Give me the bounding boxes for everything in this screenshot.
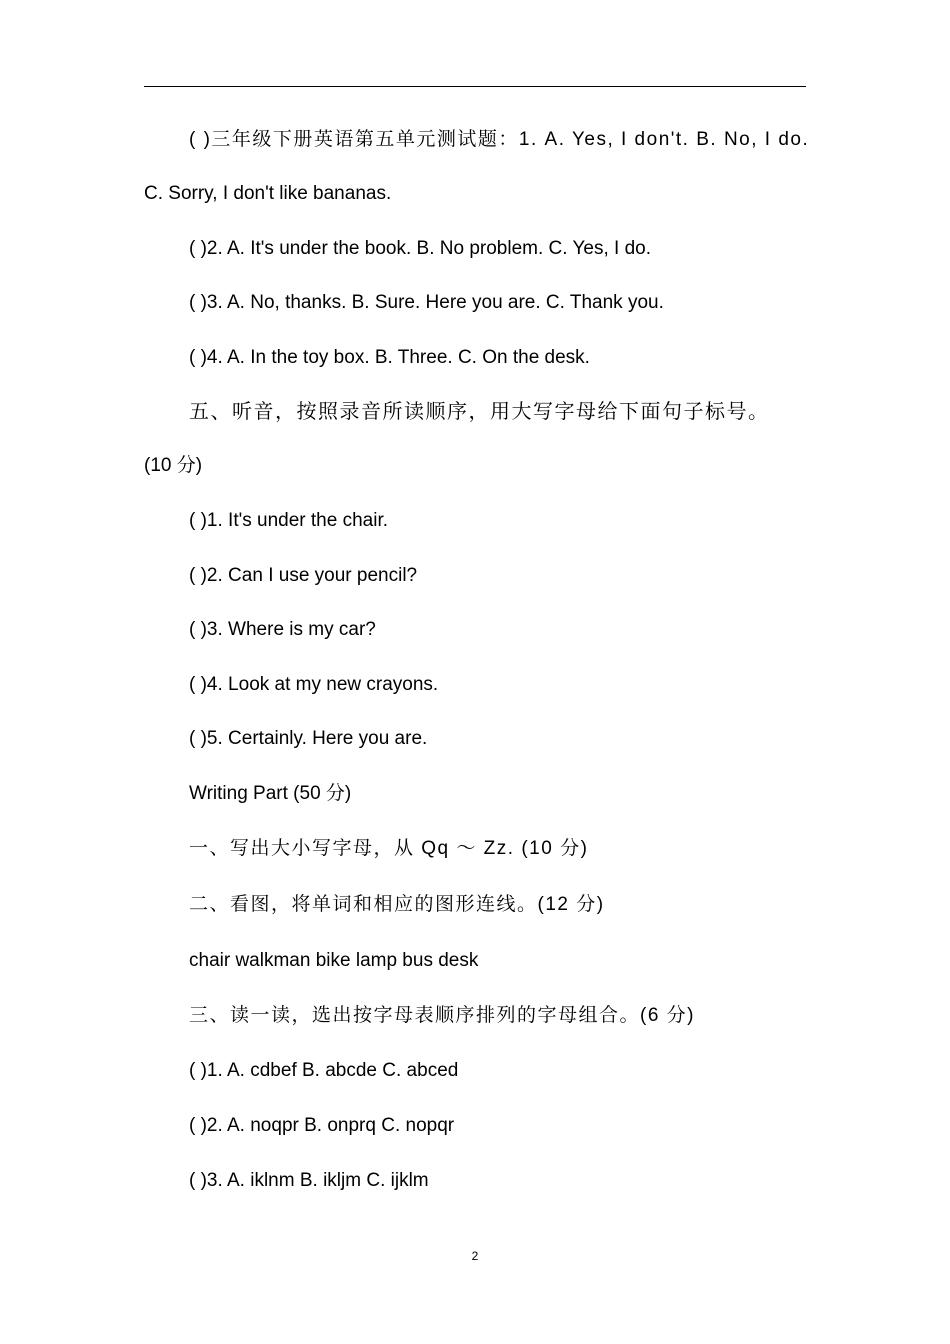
letter-item-2: ( )2. A. noqpr B. onprq C. nopqr xyxy=(189,1115,455,1136)
question-line-1: ( )三年级下册英语第五单元测试题：1. A. Yes, I don't. B. No, I do. xyxy=(189,129,810,150)
writing-part-heading: Writing Part (50 分) xyxy=(189,783,352,804)
header-rule xyxy=(144,86,806,87)
sentence-item-5: ( )5. Certainly. Here you are. xyxy=(189,728,428,749)
word-list: chair walkman bike lamp bus desk xyxy=(189,950,479,971)
sentence-item-2: ( )2. Can I use your pencil? xyxy=(189,565,418,586)
section-five-points: (10 分) xyxy=(144,455,203,476)
sentence-item-1: ( )1. It's under the chair. xyxy=(189,510,388,531)
writing-section-one: 一、写出大小写字母，从 Qq ～ Zz. (10 分) xyxy=(189,838,589,859)
question-line-1-continued: C. Sorry, I don't like bananas. xyxy=(144,183,392,204)
section-five-heading: 五、听音，按照录音所读顺序，用大写字母给下面句子标号。 xyxy=(189,401,770,423)
letter-item-1: ( )1. A. cdbef B. abcde C. abced xyxy=(189,1060,459,1081)
writing-section-three: 三、读一读，选出按字母表顺序排列的字母组合。(6 分) xyxy=(189,1005,696,1026)
page-number: 2 xyxy=(471,1249,479,1263)
writing-section-two: 二、看图，将单词和相应的图形连线。(12 分) xyxy=(189,894,605,915)
question-line-4: ( )4. A. In the toy box. B. Three. C. On the desk. xyxy=(189,347,590,368)
sentence-item-4: ( )4. Look at my new crayons. xyxy=(189,674,439,695)
sentence-item-3: ( )3. Where is my car? xyxy=(189,619,376,640)
question-line-2: ( )2. A. It's under the book. B. No problem. C. Yes, I do. xyxy=(189,238,651,259)
letter-item-3: ( )3. A. iklnm B. ikljm C. ijklm xyxy=(189,1170,429,1191)
question-line-3: ( )3. A. No, thanks. B. Sure. Here you are. C. Thank you. xyxy=(189,292,664,313)
